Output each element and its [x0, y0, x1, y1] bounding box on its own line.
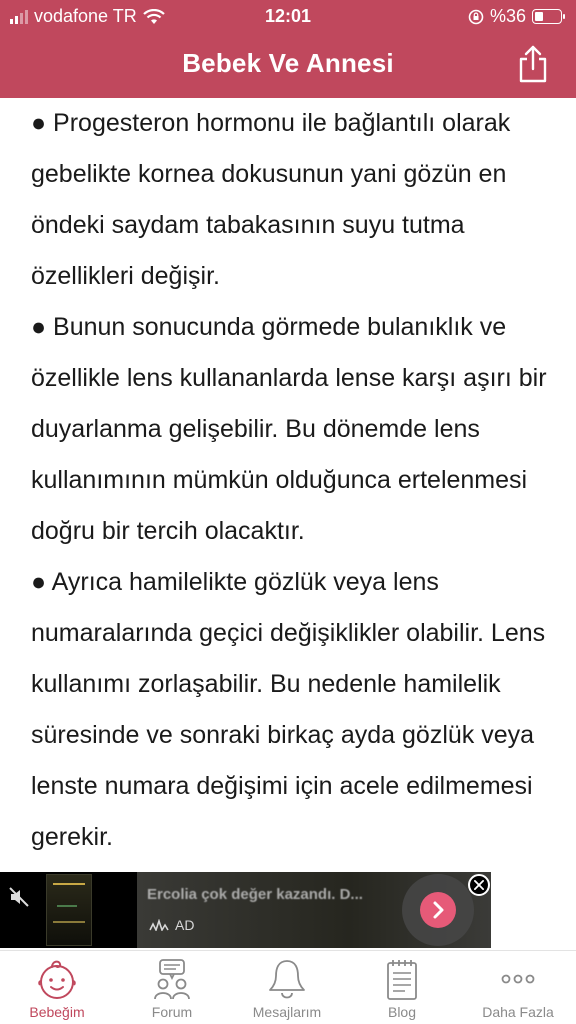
ad-open-button[interactable]: [402, 874, 474, 946]
app-header: [0, 0, 576, 98]
battery-fill: [535, 12, 543, 21]
mute-icon[interactable]: [8, 886, 30, 908]
tab-label: Mesajlarım: [252, 1004, 322, 1020]
baby-face-icon: [35, 957, 79, 1001]
article-body: [31, 98, 551, 863]
more-icon: [496, 957, 540, 1001]
article-paragraph: ● Bunun sonucunda görmede bulanıklık ve özellikle lens kullananlarda lense karşı aşırı bir duyarlanma gelişebilir. Bu dönemde lens kullanımının mümkün olduğunca ertelenmesi doğru bir tercih olacaktır.: [31, 313, 547, 545]
tab-bar: [0, 950, 576, 1024]
carrier-name: vodafone TR: [34, 6, 137, 26]
status-bar: [0, 0, 576, 34]
tab-label: Blog: [387, 1004, 417, 1020]
signal-wave-icon: [149, 919, 169, 931]
forum-icon: [150, 957, 194, 1001]
tab-mesajlarim[interactable]: [232, 951, 342, 1024]
ad-thumbnail[interactable]: [0, 872, 137, 948]
close-icon[interactable]: [468, 874, 490, 896]
chevron-right-icon: [420, 892, 456, 928]
orientation-lock-icon: [468, 9, 484, 25]
tab-label: Daha Fazla: [482, 1004, 554, 1020]
ad-label: AD: [175, 917, 195, 933]
ad-headline: Ercolia çok değer kazandı. D...: [147, 886, 363, 903]
article-paragraph: ● Progesteron hormonu ile bağlantılı olarak gebelikte kornea dokusunun yani gözün en öndeki saydam tabakasının suyu tutma özellikleri değişir.: [31, 109, 511, 290]
page-title: Bebek Ve Annesi: [182, 48, 394, 78]
share-icon[interactable]: [516, 44, 550, 84]
tab-blog[interactable]: [347, 951, 457, 1024]
notepad-icon: [380, 957, 424, 1001]
tab-label: Bebeğim: [29, 1004, 85, 1020]
bell-icon: [265, 957, 309, 1001]
ad-cta-circle: [420, 892, 456, 928]
tab-bebegim[interactable]: [2, 951, 112, 1024]
tab-label: Forum: [151, 1004, 193, 1020]
tab-forum[interactable]: [117, 951, 227, 1024]
article-paragraph: ● Ayrıca hamilelikte gözlük veya lens numaralarında geçici değişiklikler olabilir. Lens kullanımı zorlaşabilir. Bu nedenle hamilelik süresinde ve sonraki birkaç ayda gözlük veya lenste numara değişimi için acele edilmemesi gerekir.: [31, 568, 546, 851]
battery-icon: [532, 9, 562, 24]
tab-daha-fazla[interactable]: [463, 951, 573, 1024]
ad-phone-image: [46, 874, 92, 946]
ad-label-group: [149, 917, 194, 933]
battery-percent: %36: [489, 6, 526, 26]
status-time: 12:01: [264, 6, 312, 26]
battery-group: [468, 6, 562, 27]
